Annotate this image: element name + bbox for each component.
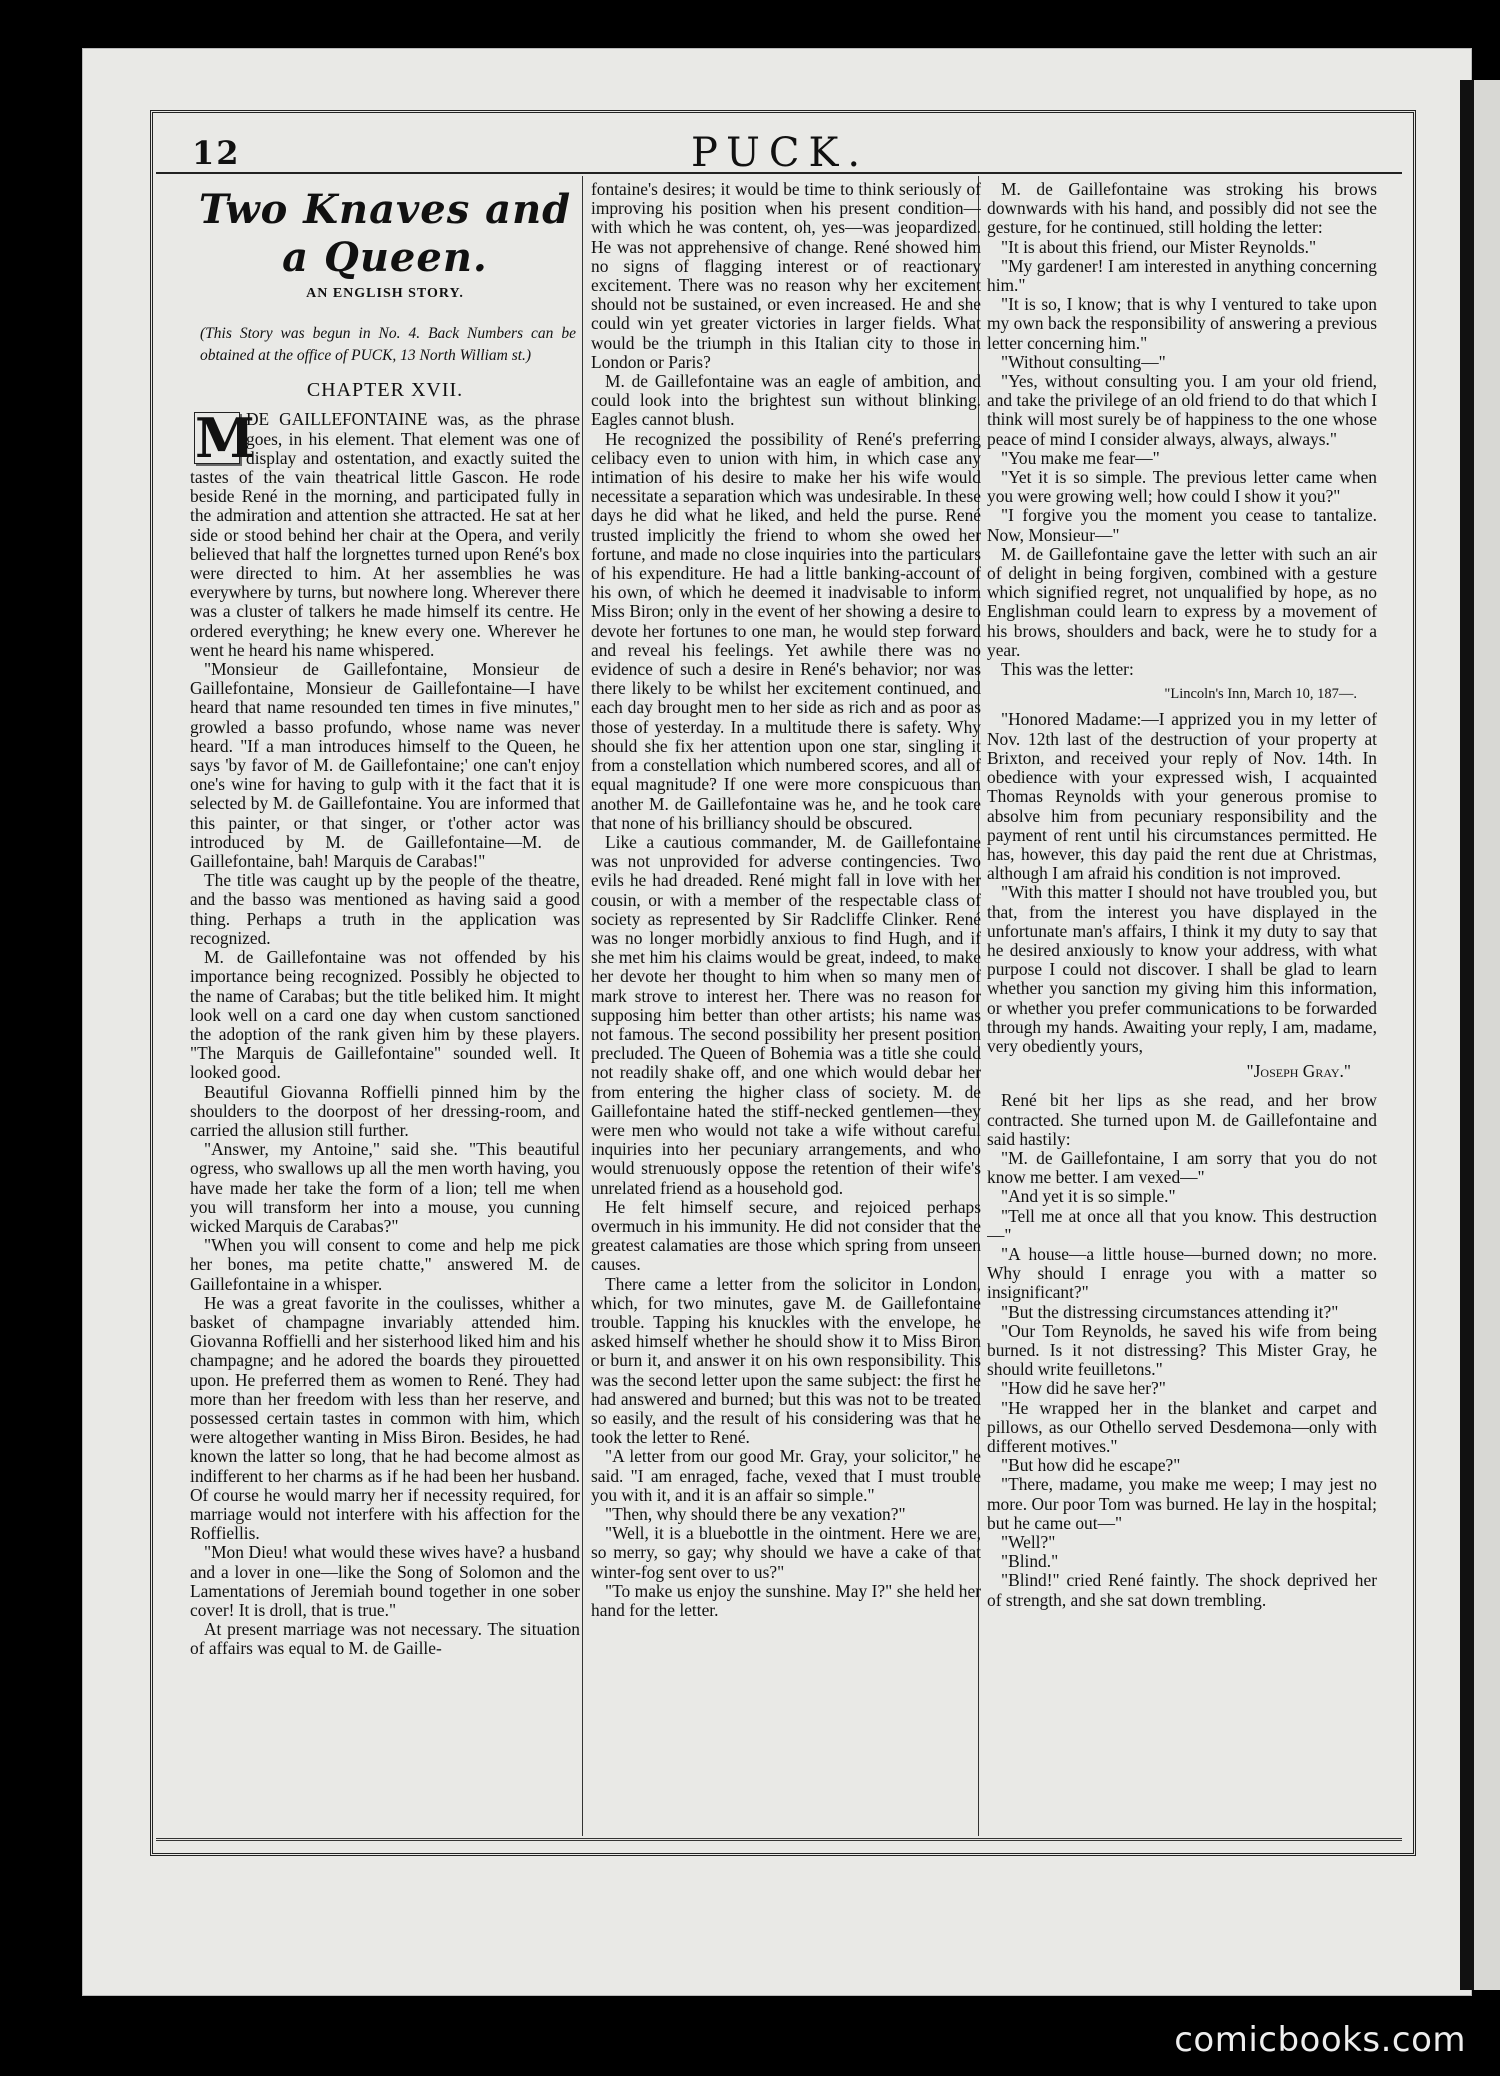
drop-cap: M <box>195 406 255 471</box>
paragraph: "But the distressing circumstances attending it?" <box>1001 1301 1339 1322</box>
footer-rule <box>156 1838 1402 1841</box>
paragraph: He recognized the possibility of René's preferring celibacy even to union with him, in which case any intimation of his desire to make her his wife would necessitate a separation which was undesirable. In these days he did what he liked, and held the purse. René trusted implicitly the friend to whom she owed her fortune, and made no close inquiries into the particulars of his expenditure. He had a little banking-account of his own, of which he deemed it inadvisable to inform Miss Biron; only in the event of her showing a desire to devote her fortunes to one man, he would step forward and reveal his feelings. Yet awhile there was no evidence of such a desire in René's behavior; nor was there likely to be whilst her excitement continued, and each day brought men to her side as rich and as poor as those of yesterday. In a multitude there is safety. Why should she fix her attention upon one star, singling it from a constellation which numbered scores, and all of equal magnitude? If one were more conspicuous than another M. de Gaillefontaine was he, and he took care that none of his brilliancy should be obscured. <box>591 428 981 833</box>
paragraph: There came a letter from the solicitor in London, which, for two minutes, gave M. de Gaillefontaine trouble. Tapping his knuckles with the envelope, he asked himself whether he should show it to Miss Biron or burn it, and answer it on his own responsibility. This was the second letter upon the same subject: the first he had answered and burned; but this was not to be treated so easily, and the result of his considering was that he took the letter to René. <box>591 1273 981 1448</box>
paragraph: "Then, why should there be any vexation?" <box>605 1504 906 1525</box>
paragraph: "And yet it is so simple." <box>1001 1186 1176 1207</box>
watermark: comicbooks.com <box>1174 2020 1466 2060</box>
paragraph: "He wrapped her in the blanket and carpet and pillows, as our Othello served Desdemona—only with different motives." <box>987 1397 1377 1456</box>
paragraph: "You make me fear—" <box>1001 447 1160 468</box>
paragraph: "It is so, I know; that is why I ventured to take upon my own back the responsibility of answering a previous letter concerning him." <box>987 294 1377 353</box>
paragraph: This was the letter: <box>1001 659 1134 680</box>
paragraph: "Well, it is a bluebottle in the ointment. Here we are, so merry, so gay; why should we have a cake of that winter-fog sent over to us?" <box>591 1523 981 1582</box>
paragraph: M. de Gaillefontaine was stroking his brows downwards with his hand, and possibly did not see the gesture, for he continued, still holding the letter: <box>987 180 1377 238</box>
paragraph: René bit her lips as she read, and her brow contracted. She turned upon M. de Gaillefontaine and said hastily: <box>987 1090 1377 1149</box>
paragraph: He felt himself secure, and rejoiced perhaps overmuch in his immunity. He did not consider that the greatest calamaties are those which spring from unseen causes. <box>591 1196 981 1275</box>
paragraph: "Mon Dieu! what would these wives have? a husband and a lover in one—like the Song of Solomon and the Lamentations of Jeremiah bound together in one sober cover! It is droll, that is true." <box>190 1542 580 1620</box>
story-subtitle: AN ENGLISH STORY. <box>306 286 464 301</box>
paragraph: At present marriage was not necessary. The situation of affairs was equal to M. de Gaille- <box>190 1619 580 1659</box>
paragraph: "M. de Gaillefontaine, I am sorry that you do not know me better. I am vexed—" <box>987 1147 1377 1188</box>
paragraph: "A house—a little house—burned down; no more. Why should I enrage you with a matter so insignificant?" <box>987 1243 1377 1303</box>
paragraph: "Blind." <box>1001 1551 1059 1572</box>
paragraph: M. de Gaillefontaine gave the letter with such an air of delight in being forgiven, combined with a gesture which signified regret, not unqualified by hope, as no Englishman could learn to express by a movement of his brows, shoulders and back, were he to study for a year. <box>987 543 1377 660</box>
paragraph: "Without consulting—" <box>1001 351 1166 372</box>
header-rule <box>156 172 1402 174</box>
opening-text: DE GAILLEFONTAINE was, as the phrase goes, in his element. That element was one of display and ostentation, and exactly suited the tastes of the vain theatrical little Gascon. He rode beside René in the morning, and participated fully in the admiration and attention she attracted. He sat at her side or stood behind her chair at the Opera, and verily believed that half the lorgnettes turned upon René's box were directed to him. At her assemblies he was everywhere by turns, but nowhere long. Wherever there was a cluster of talkers he made himself its centre. He ordered everything; he knew every one. Wherever he went he heard his name whispered. <box>190 409 580 660</box>
masthead-title: PUCK. <box>690 130 870 176</box>
page-number: 12 <box>192 134 241 172</box>
paragraph: "But how did he escape?" <box>1001 1455 1181 1476</box>
column-2 <box>591 180 981 1830</box>
paragraph: "Yet it is so simple. The previous letter came when you were growing well; how could I show it you?" <box>987 467 1377 507</box>
paragraph: "Well?" <box>1001 1532 1056 1553</box>
paragraph: "Monsieur de Gaillefontaine, Monsieur de Gaillefontaine, Monsieur de Gaillefontaine—I have heard that name resounded ten times in five minutes," growled a basso profundo, whose name was never heard. "If a man introduces himself to the Queen, he says 'by favor of M. de Gaillefontaine;' one can't enjoy one's wine for having to gulp with it the fact that it is selected by M. de Gaillefontaine. You are informed that this painter, or that singer, or t'other actor was introduced by M. de Gaillefontaine—M. de Gaillefontaine, bah! Marquis de Carabas!" <box>190 659 580 872</box>
column-divider <box>582 176 583 1836</box>
chapter-heading: CHAPTER XVII. <box>306 379 464 402</box>
letter-paragraph: "Honored Madame:—I apprized you in my letter of Nov. 12th last of the destruction of your property at Brixton, and received your reply of Nov. 14th. In obedience with your expressed wish, I acquainted Thomas Reynolds with your generous promise to absolve him from pecuniary responsibility and the payment of rent until his circumstances permitted. He has, however, this day paid the rent due at Christmas, although I am afraid his condition is not improved. <box>987 709 1377 884</box>
paragraph: Like a cautious commander, M. de Gaillefontaine was not unprovided for adverse contingencies. Two evils he had dreaded. René might fall in love with her cousin, or with a member of the respectable class of society as represented by Sir Radcliffe Clinker. René was no longer morbidly anxious to find Hugh, and if she met him his claims would be great, indeed, to make her devote her thought to him when so many men of mark strove to interest her. There was no reason for supposing him better than other artists; his name was not famous. The second possibility her present position precluded. The Queen of Bohemia was a title she could not readily shake off, and one which would debar her from entering the higher class of society. M. de Gaillefontaine hated the stiff-necked gentlemen—they were men who would not take a wife without careful inquiries into her pecuniary arrangements, and who would strenuously oppose the retention of their wife's unrelated friend as a household god. <box>591 831 981 1198</box>
paragraph: "I forgive you the moment you cease to tantalize. Now, Monsieur—" <box>987 505 1377 545</box>
paragraph: "When you will consent to come and help me pick her bones, ma petite chatte," answered M. de Gaillefontaine in a whisper. <box>190 1235 580 1294</box>
serial-note: (This Story was begun in No. 4. Back Numbers can be obtained at the office of PUCK, 13 North William st.) <box>200 325 576 365</box>
story-title: Two Knaves and a Queen. <box>198 186 572 281</box>
paragraph: Beautiful Giovanna Roffielli pinned him by the shoulders to the doorpost of her dressing-room, and carried the allusion still further. <box>190 1081 580 1140</box>
paragraph: "It is about this friend, our Mister Reynolds." <box>1001 236 1317 257</box>
paragraph: He was a great favorite in the coulisses, whither a basket of champagne invariably attended him. Giovanna Roffielli and her sisterhood liked him and his champagne; and he adored the boards they pirouetted upon. He preferred them as women to René. They had more than her freedom with less than her reserve, and possessed certain tastes in common with him, which were altogether wanting in Miss Biron. Besides, he had known the latter so long, that he had become almost as indifferent to her charms as if he had been her husband. Of course he would marry her if necessity required, for marriage would not interfere with his affection for the Roffiellis. <box>190 1292 580 1544</box>
paragraph: "A letter from our good Mr. Gray, your solicitor," he said. "I am enraged, fache, vexed that I must trouble you with it, and it is an affair so simple." <box>591 1446 981 1505</box>
paragraph: "Tell me at once all that you know. This destruction—" <box>987 1205 1377 1245</box>
paragraph: "Answer, my Antoine," said she. "This beautiful ogress, who swallows up all the men worth having, you have made her take the form of a lion; tell me when you will transform her into a mouse, you cunning wicked Marquis de Carabas?" <box>190 1139 580 1236</box>
letter-paragraph: "With this matter I should not have troubled you, but that, from the interest you have displayed in the unfortunate man's affairs, I think it my duty to say that he desired anxiously to know your address, with what purpose I could not discover. I shall be glad to learn whether you sanction my giving him this information, or whether you prefer communications to be forwarded through my hands. Awaiting your reply, I am, madame, very obediently yours, <box>987 882 1377 1056</box>
paragraph: "There, madame, you make me weep; I may jest no more. Our poor Tom was burned. He lay in the hospital; but he came out—" <box>987 1474 1377 1533</box>
column-3 <box>987 180 1377 1830</box>
paragraph: "Blind!" cried René faintly. The shock deprived her of strength, and she sat down trembling. <box>987 1570 1377 1610</box>
column-1 <box>190 180 580 1830</box>
page-header <box>150 130 1410 176</box>
paragraph: fontaine's desires; it would be time to think seriously of improving his position when his present condition—with which he was content, oh, yes—was jeopardized. He was not apprehensive of change. René showed him no signs of flagging interest or of reactionary excitement. There was no reason why her excitement should not be sustained, or even increased. He and she could win yet greater victories in larger fields. What would be the triumph in this Italian city to those in London or Paris? <box>591 180 981 372</box>
paragraph: "How did he save her?" <box>1001 1378 1166 1399</box>
paragraph: M. de Gaillefontaine was not offended by his importance being recognized. Possibly he objected to the name of Carabas; but the title beliked him. It might look well on a card one day when custom sanctioned the adoption of the rank given him by these players. "The Marquis de Gaillefontaine" sounded well. It looked good. <box>190 947 580 1083</box>
paragraph: "Our Tom Reynolds, he saved his wife from being burned. Is it not distressing? This Mister Gray, he should write feuilletons." <box>987 1320 1377 1380</box>
letter-signature: "Joseph Gray." <box>1246 1061 1351 1082</box>
letter-dateline: "Lincoln's Inn, March 10, 187—. <box>1164 686 1357 703</box>
paragraph: "To make us enjoy the sunshine. May I?" she held her hand for the letter. <box>591 1580 981 1621</box>
paragraph: "Yes, without consulting you. I am your old friend, and take the privilege of an old friend to do that which I think will most surely be of happiness to the one whose peace of mind I consider always, always, always." <box>987 371 1377 449</box>
opening-paragraph <box>190 406 580 660</box>
paragraph: "My gardener! I am interested in anything concerning him." <box>987 255 1377 296</box>
paragraph: M. de Gaillefontaine was an eagle of ambition, and could look into the brightest sun without blinking. Eagles cannot blush. <box>591 371 981 430</box>
paragraph: The title was caught up by the people of the theatre, and the basso was mentioned as having said a good thing. Perhaps a truth in the application was recognized. <box>190 870 580 948</box>
next-page-edge <box>1460 80 1500 1990</box>
